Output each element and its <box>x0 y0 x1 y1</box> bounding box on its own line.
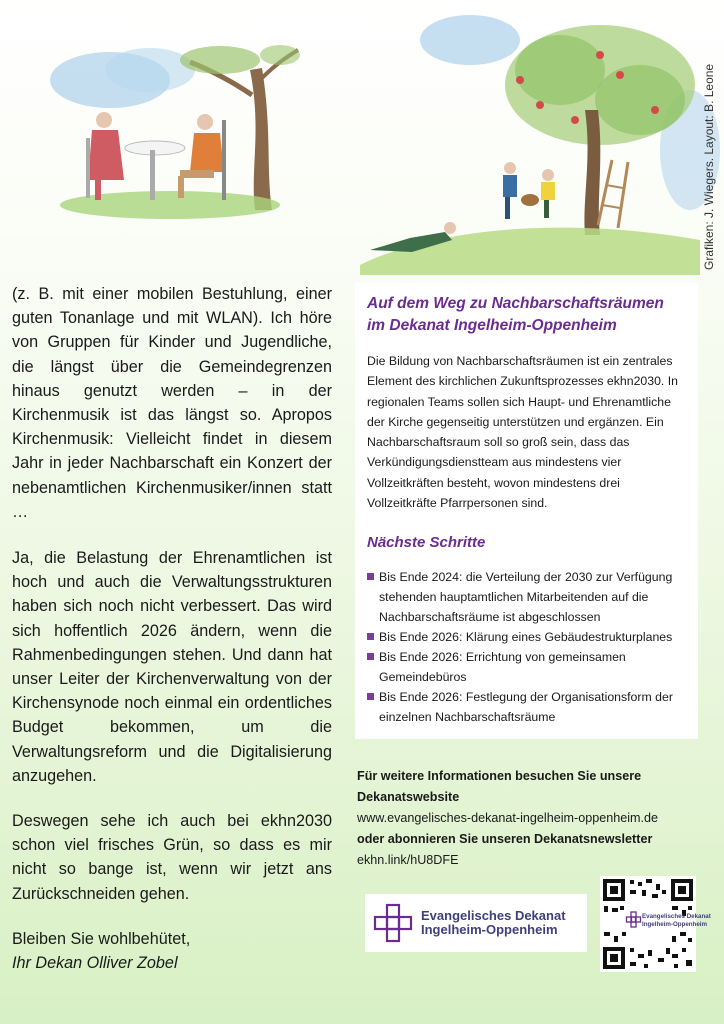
info-box <box>355 283 698 739</box>
step-text: Bis Ende 2026: Klärung eines Gebäudestrukturplanes <box>379 630 673 645</box>
logo-line: Ingelheim-Oppenheim <box>421 922 558 937</box>
dekanat-logo <box>365 894 587 952</box>
header-illustration <box>0 0 724 280</box>
logo-line: Evangelisches Dekanat <box>421 908 566 923</box>
box-title <box>367 293 686 337</box>
garden-scene-left <box>50 45 300 219</box>
list-item <box>367 647 686 687</box>
step-text: Bis Ende 2026: Errichtung von gemeinsamen Gemeindebüros <box>379 650 626 685</box>
article-paragraph: (z. B. mit einer mobilen Bestuhlung, einer guten Tonanlage und mit WLAN). Ich höre von Gruppen für Kinder und Jugendliche, die längst über die Gemeindegrenzen hinaus genutzt werden – in der Kirchenmusik ist das längst so. Apropos Kirchenmusik: Vielleicht findet in diesem Jahr in jeder Nachbarschaft ein Konzert der nebenamtlichen Kirchenmusiker/innen statt … <box>12 285 332 521</box>
cross-logo-icon <box>373 903 413 943</box>
qr-code[interactable] <box>600 876 711 972</box>
box-intro: Die Bildung von Nachbarschaftsräumen ist ein zentrales Element des kirchlichen Zukunftsprozesses ekhn2030. In regionalen Teams sollen sich Haupt- und Ehrenamtliche der Kirche gegenseitig unterstützen und ergänzen. Ein Nachbarschaftsraum soll so groß sein, dass das Verkündigungsdienstteam aus mindestens vier Vollzeitkräften besteht, wovon mindestens drei Vollzeitkräfte Pfarrpersonen sind. <box>367 354 679 511</box>
garden-scene-right <box>360 15 720 275</box>
box-title-line: Auf dem Weg zu Nachbarschaftsräumen <box>367 295 664 312</box>
contact-info <box>357 766 707 871</box>
qr-label-line: Ingelheim-Oppenheim <box>642 921 707 928</box>
newsletter-link[interactable]: ekhn.link/hU8DFE <box>357 853 459 867</box>
bullet-square-icon <box>367 633 374 640</box>
illustration-credit: Grafiken: J. Wiegers. Layout: B. Leone <box>702 63 716 270</box>
info-line: oder abonnieren Sie unseren Dekanatsnewsletter <box>357 832 653 846</box>
article-column <box>12 282 332 975</box>
step-text: Bis Ende 2024: die Verteilung der 2030 zur Verfügung stehenden hauptamtlichen Mitarbeitenden auf die Nachbarschaftsräume ist abgeschlossen <box>379 570 673 625</box>
box-title-line: im Dekanat Ingelheim-Oppenheim <box>367 317 617 334</box>
qr-label-line: Evangelisches Dekanat <box>642 913 711 920</box>
list-item <box>367 567 686 627</box>
bullet-square-icon <box>367 693 374 700</box>
step-text: Bis Ende 2026: Festlegung der Organisationsform der einzelnen Nachbarschaftsräume <box>379 690 673 725</box>
logo-text <box>421 909 566 937</box>
article-paragraph: Ja, die Belastung der Ehrenamtlichen ist hoch und auch die Verwaltungsstrukturen haben sich noch nicht verbessert. Das wird sich hoffentlich 2026 ändern, wenn die Rahmenbedingungen stehen. Und dann hat unser Leiter der Kirchenverwaltung von der Kirchensynode noch einmal ein ordentliches Budget bekommen, um die Verwaltungsreform und die Digitalisierung anzugehen. <box>12 549 332 785</box>
bullet-square-icon <box>367 653 374 660</box>
closing-line: Bleiben Sie wohlbehütet, <box>12 929 191 948</box>
steps-heading: Nächste Schritte <box>367 534 486 552</box>
list-item <box>367 627 686 647</box>
steps-list <box>367 567 686 727</box>
info-line: Für weitere Informationen besuchen Sie unsere Dekanatswebsite <box>357 769 642 804</box>
website-link[interactable]: www.evangelisches-dekanat-ingelheim-oppenheim.de <box>357 811 659 825</box>
signature: Ihr Dekan Olliver Zobel <box>12 954 178 973</box>
bullet-square-icon <box>367 573 374 580</box>
list-item <box>367 687 686 727</box>
article-paragraph: Deswegen sehe ich auch bei ekhn2030 schon viel frisches Grün, so dass es mir nicht so bange ist, wenn wir jetzt ans Zurückschneiden gehen. <box>12 812 332 903</box>
